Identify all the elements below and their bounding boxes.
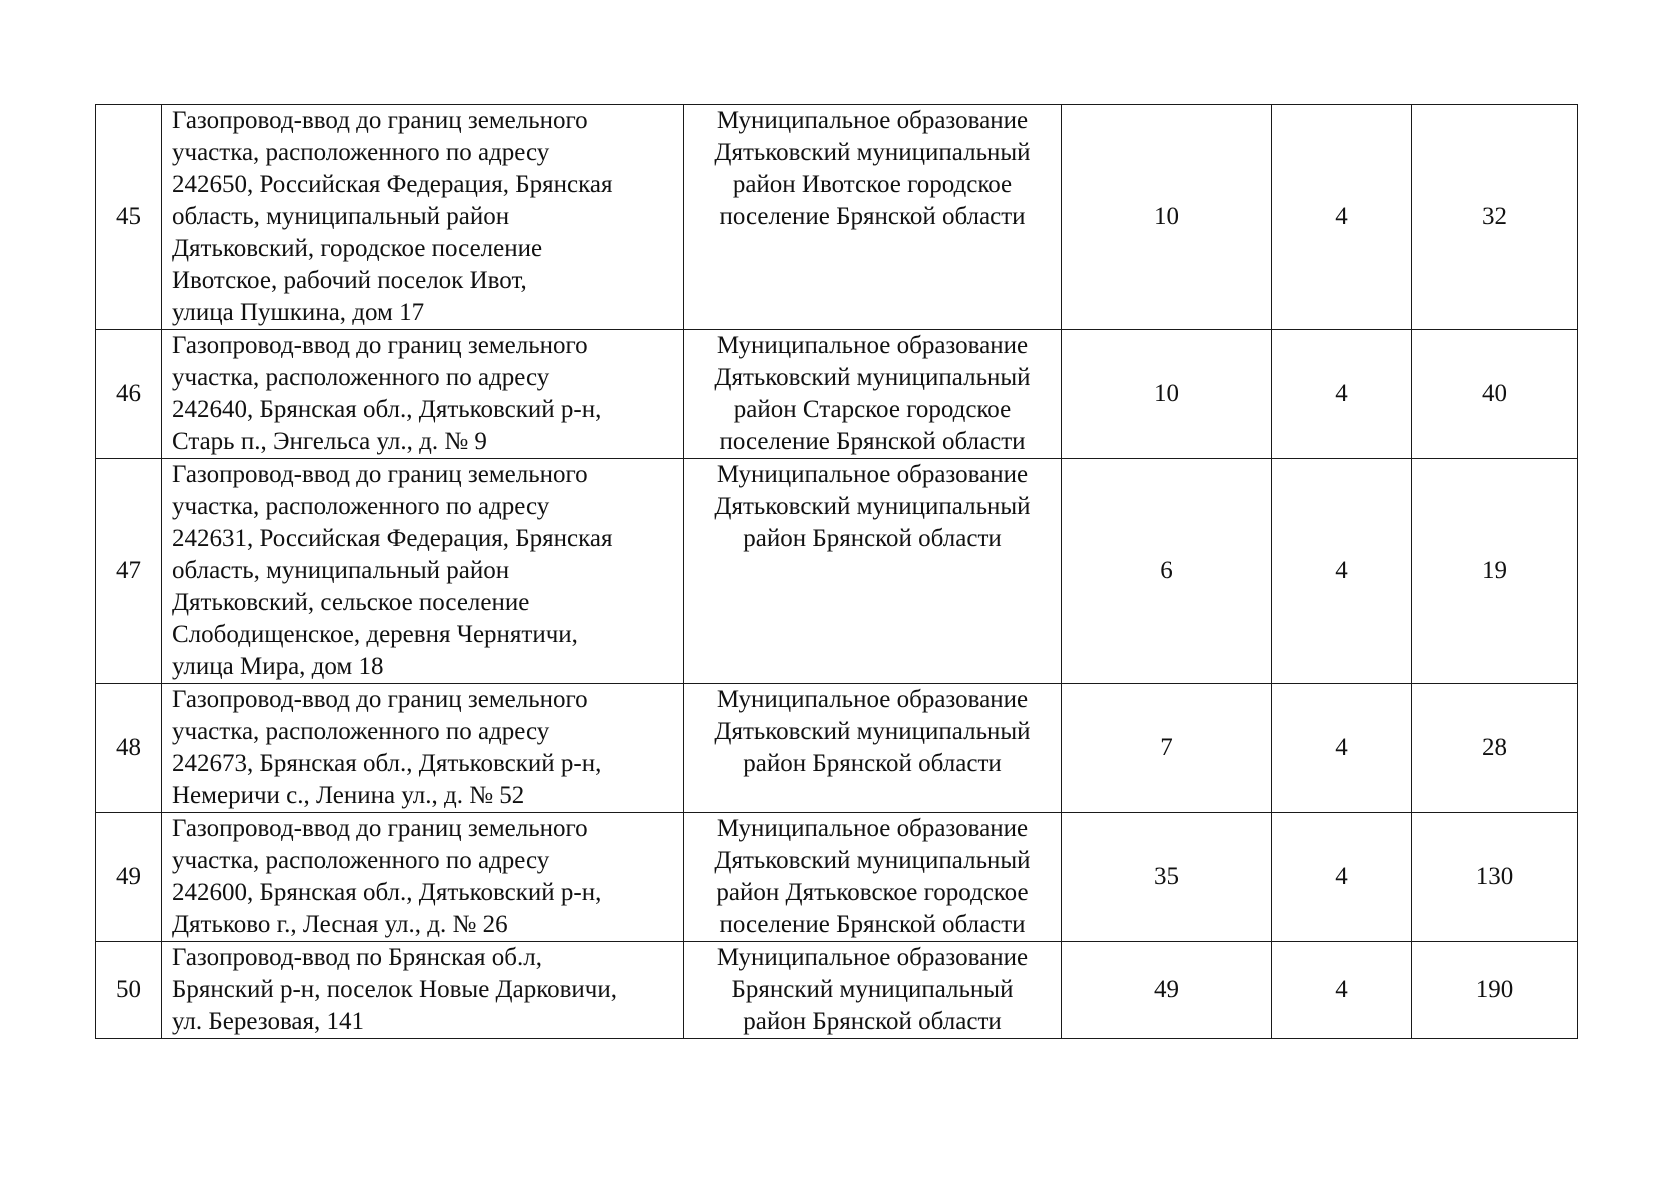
owner-line: Дятьковский муниципальный bbox=[714, 493, 1031, 520]
row-number: 46 bbox=[96, 330, 162, 459]
value-col-1: 6 bbox=[1062, 459, 1272, 684]
owner-line: Муниципальное образование bbox=[716, 461, 1029, 488]
table-row bbox=[96, 105, 1578, 330]
description-line: Дятьковский, сельское поселение bbox=[172, 589, 530, 616]
row-number: 45 bbox=[96, 105, 162, 330]
value-col-2: 4 bbox=[1272, 330, 1412, 459]
description-line: Дятьковский, городское поселение bbox=[172, 235, 543, 262]
owner-line: район Брянской области bbox=[743, 525, 1002, 552]
value-col-1: 10 bbox=[1062, 330, 1272, 459]
value-col-3: 190 bbox=[1412, 942, 1578, 1039]
description-line: улица Мира, дом 18 bbox=[172, 653, 384, 680]
value-col-3: 28 bbox=[1412, 684, 1578, 813]
description-line: Дятьково г., Лесная ул., д. № 26 bbox=[172, 911, 508, 938]
value-col-3: 19 bbox=[1412, 459, 1578, 684]
description-line: Старь п., Энгельса ул., д. № 9 bbox=[172, 428, 487, 455]
table-row bbox=[96, 942, 1578, 1039]
owner-line: поселение Брянской области bbox=[719, 203, 1026, 230]
description-line: Газопровод-ввод до границ земельного bbox=[172, 686, 588, 713]
owner-line: район Брянской области bbox=[743, 1008, 1002, 1035]
description-line: 242673, Брянская обл., Дятьковский р-н, bbox=[172, 750, 602, 777]
owner-line: Дятьковский муниципальный bbox=[714, 718, 1031, 745]
description-line: Немеричи с., Ленина ул., д. № 52 bbox=[172, 782, 525, 809]
row-number: 48 bbox=[96, 684, 162, 813]
description-line: участка, расположенного по адресу bbox=[172, 139, 550, 166]
table-row bbox=[96, 813, 1578, 942]
owner-line: Муниципальное образование bbox=[716, 815, 1029, 842]
object-description bbox=[162, 942, 684, 1039]
description-line: Газопровод-ввод до границ земельного bbox=[172, 107, 588, 134]
value-col-3: 130 bbox=[1412, 813, 1578, 942]
description-line: участка, расположенного по адресу bbox=[172, 847, 550, 874]
description-line: Газопровод-ввод до границ земельного bbox=[172, 332, 588, 359]
description-line: участка, расположенного по адресу bbox=[172, 718, 550, 745]
description-line: участка, расположенного по адресу bbox=[172, 364, 550, 391]
description-line: область, муниципальный район bbox=[172, 203, 510, 230]
object-description bbox=[162, 330, 684, 459]
owner-municipality bbox=[684, 105, 1062, 330]
owner-line: район Ивотское городское bbox=[732, 171, 1013, 198]
value-col-2: 4 bbox=[1272, 459, 1412, 684]
owner-line: район Брянской области bbox=[743, 750, 1002, 777]
object-description bbox=[162, 684, 684, 813]
owner-municipality bbox=[684, 942, 1062, 1039]
value-col-2: 4 bbox=[1272, 942, 1412, 1039]
value-col-3: 40 bbox=[1412, 330, 1578, 459]
description-line: ул. Березовая, 141 bbox=[172, 1008, 365, 1035]
owner-line: Дятьковский муниципальный bbox=[714, 847, 1031, 874]
document-sheet bbox=[95, 104, 1577, 1039]
gas-pipeline-registry-table bbox=[95, 104, 1578, 1039]
description-line: улица Пушкина, дом 17 bbox=[172, 299, 425, 326]
owner-line: поселение Брянской области bbox=[719, 911, 1026, 938]
value-col-1: 35 bbox=[1062, 813, 1272, 942]
description-line: 242650, Российская Федерация, Брянская bbox=[172, 171, 613, 198]
description-line: 242600, Брянская обл., Дятьковский р-н, bbox=[172, 879, 602, 906]
owner-line: район Старское городское bbox=[733, 396, 1012, 423]
description-line: Брянский р-н, поселок Новые Дарковичи, bbox=[172, 976, 617, 1003]
owner-line: Муниципальное образование bbox=[716, 686, 1029, 713]
row-number: 50 bbox=[96, 942, 162, 1039]
owner-municipality bbox=[684, 813, 1062, 942]
description-line: Ивотское, рабочий поселок Ивот, bbox=[172, 267, 527, 294]
owner-municipality bbox=[684, 330, 1062, 459]
owner-line: Дятьковский муниципальный bbox=[714, 364, 1031, 391]
value-col-3: 32 bbox=[1412, 105, 1578, 330]
owner-municipality bbox=[684, 684, 1062, 813]
value-col-1: 10 bbox=[1062, 105, 1272, 330]
description-line: 242640, Брянская обл., Дятьковский р-н, bbox=[172, 396, 602, 423]
description-line: область, муниципальный район bbox=[172, 557, 510, 584]
owner-line: Муниципальное образование bbox=[716, 107, 1029, 134]
value-col-1: 49 bbox=[1062, 942, 1272, 1039]
value-col-2: 4 bbox=[1272, 105, 1412, 330]
table-row bbox=[96, 459, 1578, 684]
row-number: 47 bbox=[96, 459, 162, 684]
value-col-1: 7 bbox=[1062, 684, 1272, 813]
owner-line: поселение Брянской области bbox=[719, 428, 1026, 455]
table-row bbox=[96, 330, 1578, 459]
owner-municipality bbox=[684, 459, 1062, 684]
description-line: Газопровод-ввод до границ земельного bbox=[172, 461, 588, 488]
description-line: 242631, Российская Федерация, Брянская bbox=[172, 525, 613, 552]
owner-line: Муниципальное образование bbox=[716, 944, 1029, 971]
object-description bbox=[162, 105, 684, 330]
description-line: Газопровод-ввод по Брянская об.л, bbox=[172, 944, 542, 971]
description-line: Слободищенское, деревня Чернятичи, bbox=[172, 621, 578, 648]
owner-line: Брянский муниципальный bbox=[731, 976, 1014, 1003]
value-col-2: 4 bbox=[1272, 684, 1412, 813]
value-col-2: 4 bbox=[1272, 813, 1412, 942]
table-row bbox=[96, 684, 1578, 813]
description-line: участка, расположенного по адресу bbox=[172, 493, 550, 520]
object-description bbox=[162, 459, 684, 684]
description-line: Газопровод-ввод до границ земельного bbox=[172, 815, 588, 842]
owner-line: район Дятьковское городское bbox=[716, 879, 1029, 906]
row-number: 49 bbox=[96, 813, 162, 942]
owner-line: Муниципальное образование bbox=[716, 332, 1029, 359]
owner-line: Дятьковский муниципальный bbox=[714, 139, 1031, 166]
object-description bbox=[162, 813, 684, 942]
